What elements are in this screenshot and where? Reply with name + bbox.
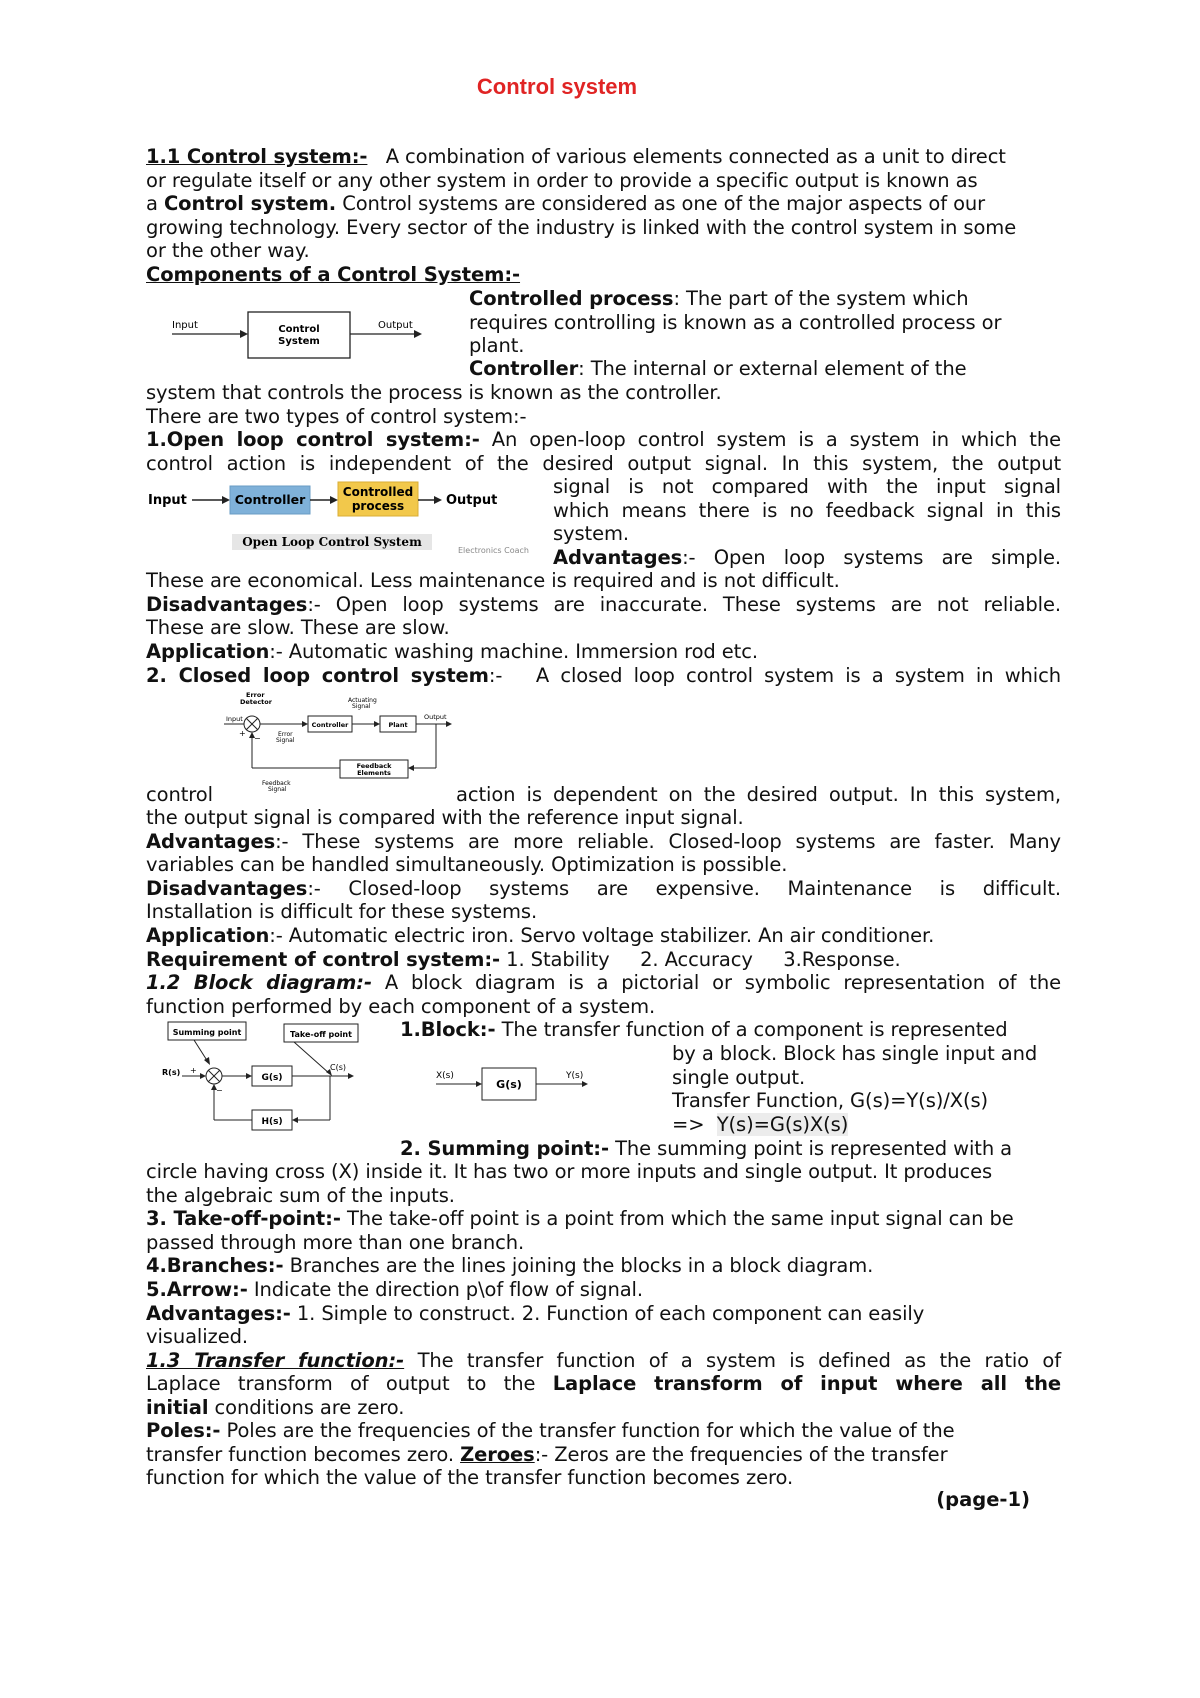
fig3-error-detector-1: Error	[246, 691, 265, 699]
takeoff-line-2: passed through more than one branch.	[146, 1231, 525, 1254]
fig4-c-label: C(s)	[330, 1063, 346, 1072]
s11-line-1	[146, 145, 1061, 169]
block-text-1: The transfer function of a component is represented	[501, 1018, 1008, 1041]
zeroes-text-1: :- Zeros are the frequencies of the transfer	[534, 1443, 948, 1466]
block-diagram-line-1	[146, 971, 1061, 995]
open-loop-adv-line-1	[553, 546, 1061, 570]
fig3-actuating-2: Signal	[352, 703, 371, 710]
summing-label: 2. Summing point:-	[400, 1137, 609, 1160]
components-heading	[146, 263, 1061, 287]
fig3-controller: Controller	[311, 721, 349, 729]
fig2-credit: Electronics Coach	[458, 546, 529, 554]
fig4-plus: +	[190, 1066, 197, 1075]
open-loop-adv-label: Advantages	[553, 546, 683, 569]
open-loop-dis-line-2: These are slow. These are slow.	[146, 616, 450, 639]
controller-line-1	[469, 357, 1059, 381]
closed-loop-app-line	[146, 924, 1061, 948]
s11-text-3a: a	[146, 192, 158, 215]
branches-label: 4.Branches:-	[146, 1254, 284, 1277]
control-system-diagram	[170, 304, 425, 368]
fig3-minus: −	[254, 734, 261, 743]
open-loop-line-3: signal is not compared with the input signal	[553, 475, 1061, 498]
branches-text: Branches are the lines joining the blocks in a block diagram.	[289, 1254, 874, 1277]
transfer-text-2b: Laplace transform of input where all the	[552, 1372, 1061, 1395]
fig1-block-label-1: Control	[278, 324, 320, 335]
block-line-2: by a block. Block has single input and	[672, 1042, 1038, 1065]
closed-loop-app-text: :- Automatic electric iron. Servo voltage stabilizer. An air conditioner.	[269, 924, 935, 947]
transfer-function-line-1: Transfer Function, G(s)=Y(s)/X(s)	[672, 1089, 989, 1112]
implies-symbol: =>	[672, 1113, 705, 1136]
fig2-input-label: Input	[148, 493, 187, 508]
summing-line-2: circle having cross (X) inside it. It has two or more inputs and single output. It produces	[146, 1160, 993, 1183]
closed-loop-app-label: Application	[146, 924, 270, 947]
transfer-heading: 1.3 Transfer function:-	[146, 1349, 405, 1372]
fig1-output-label: Output	[378, 320, 413, 331]
open-loop-adv-line-2: These are economical. Less maintenance is required and is not difficult.	[146, 569, 840, 592]
closed-loop-diagram	[222, 690, 462, 794]
transfer-text-3a: initial	[146, 1396, 209, 1419]
open-loop-line-5: system.	[553, 522, 629, 545]
takeoff-label: 3. Take-off-point:-	[146, 1207, 341, 1230]
closed-loop-dis-line-2: Installation is difficult for these systems.	[146, 900, 538, 923]
components-heading-text: Components of a Control System:-	[146, 263, 521, 286]
open-loop-app-text: :- Automatic washing machine. Immersion rod etc.	[269, 640, 758, 663]
closed-loop-line-1	[146, 664, 1061, 688]
fig5-g-label: G(s)	[496, 1078, 522, 1091]
block-label: 1.Block:-	[400, 1018, 496, 1041]
fig3-fb-signal-2: Signal	[268, 786, 287, 793]
open-loop-line-1	[146, 428, 1061, 452]
controlled-process-label: Controlled process	[469, 287, 674, 310]
page-title: Control system	[476, 74, 638, 99]
block-diagram-text-1: A block diagram is a pictorial or symbolic representation of the	[384, 971, 1061, 994]
transfer-text-1: The transfer function of a system is defined as the ratio of	[417, 1349, 1061, 1372]
open-loop-app-label: Application	[146, 640, 270, 663]
poles-line-2	[146, 1443, 1061, 1467]
requirement-line	[146, 948, 1061, 972]
block-adv-line-2: visualized.	[146, 1325, 248, 1348]
s11-line-2: or regulate itself or any other system in order to provide a specific output is known as	[146, 169, 978, 192]
s11-line-5: or the other way.	[146, 239, 310, 262]
open-loop-line-4: which means there is no feedback signal in this	[553, 499, 1061, 522]
controlled-process-text-1: : The part of the system which	[673, 287, 969, 310]
open-loop-dis-label: Disadvantages	[146, 593, 308, 616]
fig3-input: Input	[226, 715, 243, 723]
fig2-process-label-2: process	[351, 499, 405, 513]
fig5-x-label: X(s)	[436, 1071, 454, 1081]
fig3-plus: +	[239, 729, 246, 738]
requirement-label: Requirement of control system:-	[146, 948, 501, 971]
zeroes-label: Zeroes	[460, 1443, 535, 1466]
controlled-process-line-2: requires controlling is known as a controlled process or	[469, 311, 1002, 334]
takeoff-line-1	[146, 1207, 1061, 1231]
fig3-actuating-1: Actuating	[348, 697, 377, 704]
s11-line-4: growing technology. Every sector of the industry is linked with the control system in some	[146, 216, 1017, 239]
transfer-line-2	[146, 1372, 1061, 1396]
requirement-2: 2. Accuracy	[640, 948, 753, 971]
closed-loop-dis-line-1	[146, 877, 1061, 901]
block-diagram-line-2: function performed by each component of a system.	[146, 995, 656, 1018]
fig4-h-label: H(s)	[261, 1117, 283, 1127]
fig4-takeoff-label: Take-off point	[290, 1030, 352, 1039]
fig3-feedback-1: Feedback	[356, 762, 392, 770]
summing-line-1	[400, 1137, 1060, 1161]
block-line-1	[400, 1018, 1060, 1042]
transfer-line-1	[146, 1349, 1061, 1373]
fig3-output: Output	[424, 713, 447, 721]
block-diagram-example	[160, 1020, 360, 1132]
transfer-function-line-2	[672, 1113, 1060, 1137]
arrow-line	[146, 1278, 1061, 1302]
closed-loop-adv-text-1: :- These systems are more reliable. Closed-loop systems are faster. Many	[275, 830, 1061, 853]
block-adv-label: Advantages:-	[146, 1302, 291, 1325]
summing-text-1: The summing point is represented with a	[615, 1137, 1013, 1160]
s11-bold-term: Control system.	[163, 192, 337, 215]
fig3-plant: Plant	[388, 721, 408, 729]
s11-text-3c: Control systems are considered as one of the major aspects of our	[342, 192, 986, 215]
open-loop-line-2: control action is independent of the desired output signal. In this system, the output	[146, 452, 1061, 475]
zeroes-line-2: function for which the value of the transfer function becomes zero.	[146, 1466, 794, 1489]
transfer-line-3	[146, 1396, 1061, 1420]
open-loop-diagram	[146, 478, 546, 554]
open-loop-dis-text-1: :- Open loop systems are inaccurate. These systems are not reliable.	[307, 593, 1061, 616]
requirement-3: 3.Response.	[783, 948, 901, 971]
fig4-r-label: R(s)	[162, 1068, 181, 1077]
transfer-text-3b: conditions are zero.	[214, 1396, 405, 1419]
single-block-diagram	[434, 1064, 594, 1108]
fig2-output-label: Output	[446, 493, 498, 508]
open-loop-dis-line-1	[146, 593, 1061, 617]
fig4-summing-label: Summing point	[172, 1028, 242, 1037]
closed-loop-adv-label: Advantages	[146, 830, 276, 853]
s11-text-1: A combination of various elements connected as a unit to direct	[385, 145, 1006, 168]
closed-loop-heading-tail: :-	[488, 664, 503, 687]
fig3-error-signal-2: Signal	[276, 737, 295, 744]
block-adv-line-1	[146, 1302, 1061, 1326]
fig3-error-detector-2: Detector	[240, 698, 272, 706]
poles-text-1: Poles are the frequencies of the transfer function for which the value of the	[226, 1419, 955, 1442]
poles-label: Poles:-	[146, 1419, 221, 1442]
fig4-minus: −	[216, 1086, 223, 1095]
transfer-function-formula: Y(s)=G(s)X(s)	[716, 1113, 849, 1136]
closed-loop-line-2b: action is dependent on the desired output. In this system,	[456, 783, 1061, 806]
closed-loop-adv-line-1	[146, 830, 1061, 854]
branches-line	[146, 1254, 1061, 1278]
block-diagram-heading: 1.2 Block diagram:-	[146, 971, 372, 994]
controller-line-2: system that controls the process is known as the controller.	[146, 381, 722, 404]
open-loop-heading: 1.Open loop control system:-	[146, 428, 480, 451]
fig1-input-label: Input	[172, 320, 198, 331]
closed-loop-line-3: the output signal is compared with the reference input signal.	[146, 806, 744, 829]
closed-loop-heading: 2. Closed loop control system	[146, 664, 489, 687]
controlled-process-line-3: plant.	[469, 334, 525, 357]
fig2-process-label-1: Controlled	[342, 485, 414, 499]
poles-line-1	[146, 1419, 1061, 1443]
open-loop-text-1: An open-loop control system is a system in which the	[491, 428, 1061, 451]
closed-loop-dis-label: Disadvantages	[146, 877, 308, 900]
fig3-error-signal-1: Error	[278, 731, 293, 738]
poles-text-2: transfer function becomes zero.	[146, 1443, 454, 1466]
controlled-process-line-1	[469, 287, 1059, 311]
closed-loop-adv-line-2: variables can be handled simultaneously. Optimization is possible.	[146, 853, 788, 876]
fig1-block-label-2: System	[278, 336, 320, 347]
fig3-fb-signal-1: Feedback	[262, 780, 291, 787]
open-loop-adv-text-1: :- Open loop systems are simple.	[682, 546, 1061, 569]
types-line: There are two types of control system:-	[146, 405, 527, 428]
requirement-1: 1. Stability	[506, 948, 610, 971]
closed-loop-dis-text-1: :- Closed-loop systems are expensive. Maintenance is difficult.	[307, 877, 1061, 900]
controller-text-1: : The internal or external element of the	[578, 357, 967, 380]
arrow-text: Indicate the direction p\of flow of signal.	[253, 1278, 643, 1301]
block-line-3: single output.	[672, 1066, 806, 1089]
controller-label: Controller	[469, 357, 579, 380]
s11-line-3	[146, 192, 1061, 216]
closed-loop-text-1: A closed loop control system is a system in which	[535, 664, 1062, 687]
fig2-controller-label: Controller	[234, 492, 306, 507]
takeoff-text-1: The take-off point is a point from which the same input signal can be	[346, 1207, 1014, 1230]
page-number: (page-1)	[936, 1488, 1030, 1511]
open-loop-app-line	[146, 640, 1061, 664]
transfer-text-2a: Laplace transform of output to the	[146, 1372, 536, 1395]
block-adv-text-1: 1. Simple to construct. 2. Function of each component can easily	[296, 1302, 925, 1325]
arrow-label: 5.Arrow:-	[146, 1278, 248, 1301]
fig2-caption: Open Loop Control System	[242, 535, 422, 549]
closed-loop-line-2a: control	[146, 783, 213, 806]
fig4-g-label: G(s)	[261, 1073, 283, 1083]
fig3-feedback-2: Elements	[357, 769, 391, 777]
s11-heading: 1.1 Control system:-	[146, 145, 368, 168]
summing-line-3: the algebraic sum of the inputs.	[146, 1184, 455, 1207]
fig5-y-label: Y(s)	[566, 1071, 584, 1081]
